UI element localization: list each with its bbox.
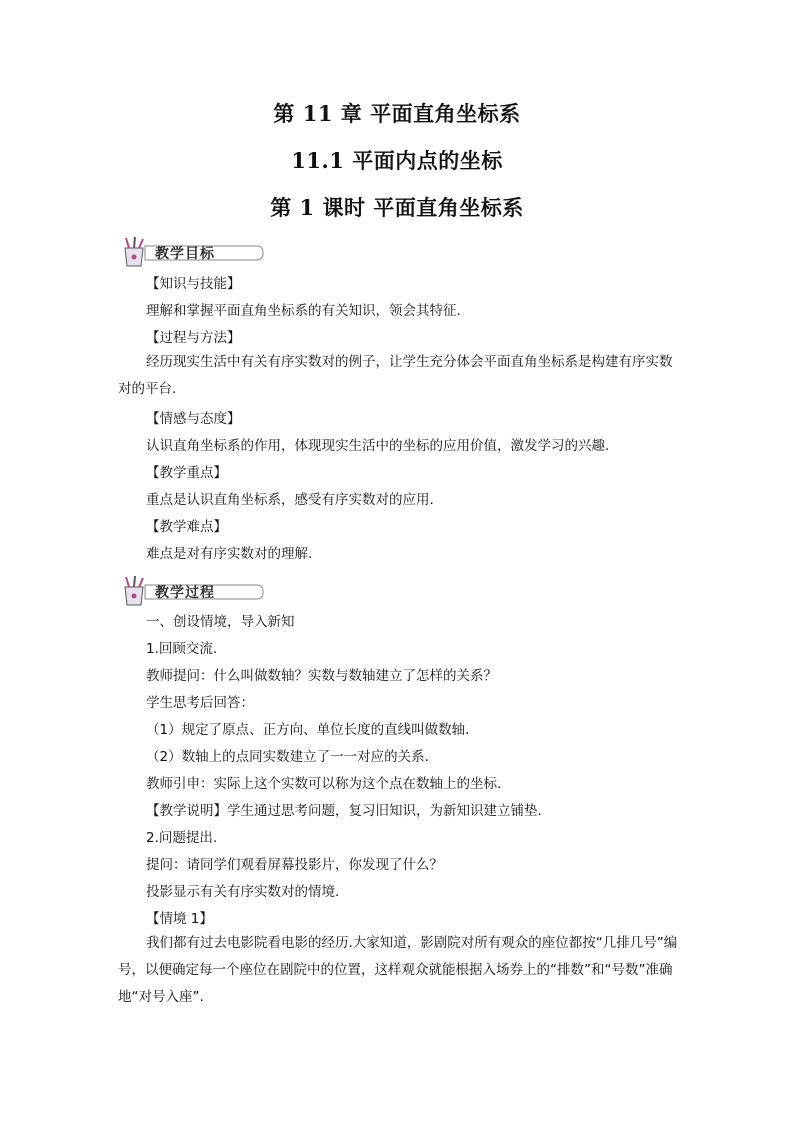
goals-heading-label: 教学目标: [155, 246, 215, 262]
difficulty-label: 【教学难点】: [146, 519, 227, 535]
answer-one: （1）规定了原点、正方向、单位长度的直线叫做数轴.: [146, 722, 470, 738]
emotion-text: 认识直角坐标系的作用，体现现实生活中的坐标的应用价值，激发学习的兴趣.: [146, 438, 610, 454]
section-title: 11.1 平面内点的坐标: [291, 148, 503, 173]
projection-note: 投影显示有关有序实数对的情境.: [146, 884, 340, 900]
step-one: 1.回顾交流.: [146, 641, 218, 657]
goals-section-heading: [117, 236, 267, 270]
part-one-heading: 一、创设情境，导入新知: [146, 614, 295, 630]
key-point-text: 重点是认识直角坐标系，感受有序实数对的应用.: [146, 492, 434, 508]
teacher-question-one: 教师提问：什么叫做数轴？实数与数轴建立了怎样的关系？: [146, 668, 497, 684]
teacher-question-two: 提问：请同学们观看屏幕投影片，你发现了什么？: [146, 857, 443, 873]
key-point-label: 【教学重点】: [146, 465, 227, 481]
emotion-label: 【情感与态度】: [146, 411, 241, 427]
process-heading-label: 教学过程: [155, 585, 215, 601]
answer-two: （2）数轴上的点同实数建立了一一对应的关系.: [146, 749, 429, 765]
step-two: 2.问题提出.: [146, 830, 218, 846]
chapter-title: 第 11 章 平面直角坐标系: [273, 101, 521, 126]
knowledge-label: 【知识与技能】: [146, 276, 241, 292]
knowledge-text: 理解和掌握平面直角坐标系的有关知识，领会其特征.: [146, 303, 461, 319]
process-section-heading: [117, 575, 267, 609]
process-method-text: 经历现实生活中有关有序实数对的例子，让学生充分体会平面直角坐标系是构建有序实数对的平台.: [118, 354, 673, 397]
difficulty-text: 难点是对有序实数对的理解.: [146, 546, 313, 562]
teacher-extension: 教师引申：实际上这个实数可以称为这个点在数轴上的坐标.: [146, 776, 502, 792]
teaching-note: 【教学说明】学生通过思考问题，复习旧知识，为新知识建立铺垫.: [146, 803, 542, 819]
scene-one-label: 【情境 1】: [146, 911, 213, 927]
lesson-title: 第 1 课时 平面直角坐标系: [270, 195, 524, 220]
answer-intro: 学生思考后回答：: [146, 695, 254, 711]
scene-one-text: 我们都有过去电影院看电影的经历.大家知道，影剧院对所有观众的座位都按“几排几号”编号，以便确定每一个座位在剧院中的位置，这样观众就能根据入场券上的“排数”和“号数”准确地“对号入座”.: [118, 935, 678, 1005]
process-method-label: 【过程与方法】: [146, 330, 241, 346]
